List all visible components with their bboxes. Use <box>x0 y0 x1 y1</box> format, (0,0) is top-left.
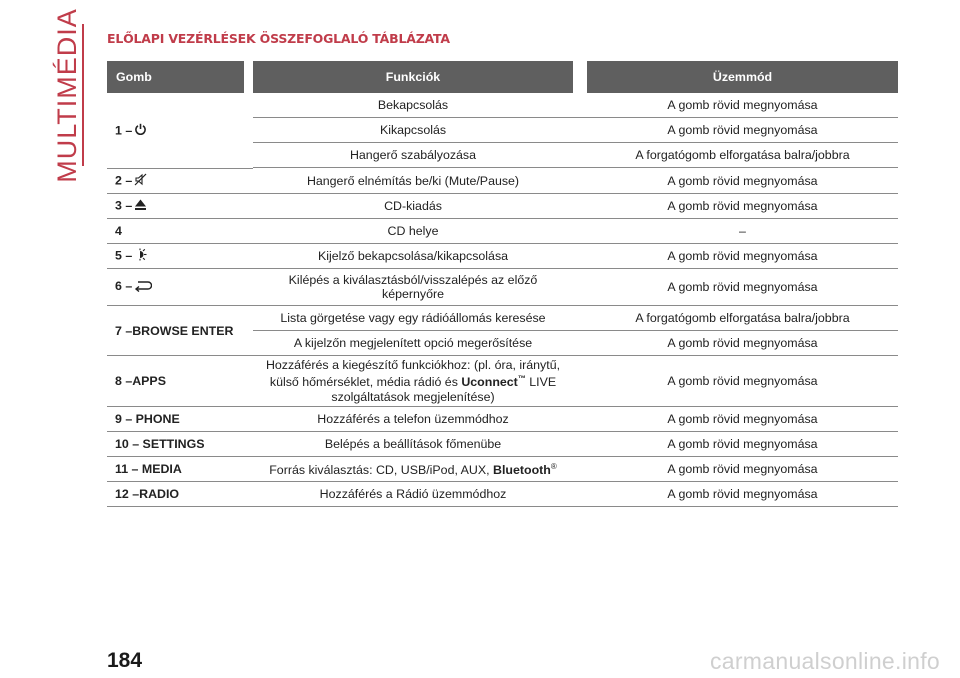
button-label: 1 – <box>115 122 133 137</box>
mode-cell: A gomb rövid megnyomása <box>587 482 898 507</box>
mode-cell: A gomb rövid megnyomása <box>587 118 898 143</box>
function-text: külső hőmérséklet, média rádió és <box>269 375 462 390</box>
section-title: ELŐLAPI VEZÉRLÉSEK ÖSSZEFOGLALÓ TÁBLÁZATA <box>107 31 450 46</box>
registered-symbol: ® <box>550 462 557 472</box>
button-cell: 9 – PHONE <box>107 407 244 432</box>
header-gap <box>244 61 253 93</box>
function-text: Forrás kiválasztás: CD, USB/iPod, AUX, <box>269 463 494 478</box>
gap-cell <box>573 168 587 194</box>
mode-cell: A forgatógomb elforgatása balra/jobbra <box>587 306 898 331</box>
button-cell <box>107 244 244 269</box>
button-cell: 4 <box>107 219 244 244</box>
gap-cell <box>573 93 587 118</box>
table-row <box>107 168 898 194</box>
function-cell: Hozzáférés a telefon üzemmódhoz <box>253 407 573 432</box>
eject-icon <box>134 198 147 214</box>
function-line: képernyőre <box>382 287 444 301</box>
button-cell <box>107 168 244 194</box>
button-label: 6 – <box>115 279 133 294</box>
table-row <box>107 457 898 482</box>
button-label: 5 – <box>115 248 133 263</box>
brand-bluetooth: Bluetooth <box>493 463 551 478</box>
table-row <box>107 482 898 507</box>
gap-cell <box>573 356 587 407</box>
function-cell: Hangerő szabályozása <box>253 143 573 168</box>
power-icon <box>134 123 147 139</box>
side-tab <box>51 7 82 183</box>
function-line: szolgáltatások megjelenítése) <box>331 389 495 404</box>
table-row <box>107 244 898 269</box>
table-row <box>107 407 898 432</box>
mode-cell: A gomb rövid megnyomása <box>587 432 898 457</box>
function-cell: Lista görgetése vagy egy rádióállomás keresése <box>253 306 573 331</box>
table-row <box>107 269 898 306</box>
gap-cell <box>244 432 253 457</box>
button-cell: 12 –RADIO <box>107 482 244 507</box>
function-cell <box>253 457 573 482</box>
function-cell: Hangerő elnémítás be/ki (Mute/Pause) <box>253 168 573 194</box>
back-icon <box>134 280 152 295</box>
table-row <box>107 356 898 407</box>
table-row <box>107 306 898 331</box>
side-tab-divider <box>82 24 84 166</box>
function-cell <box>253 356 573 407</box>
function-line: Kilépés a kiválasztásból/visszalépés az előző <box>288 273 538 287</box>
gap-cell <box>573 269 587 306</box>
mode-cell: A gomb rövid megnyomása <box>587 356 898 407</box>
gap-cell <box>573 306 587 331</box>
gap-cell <box>244 306 253 356</box>
button-cell: 7 –BROWSE ENTER <box>107 306 244 356</box>
display-icon <box>134 248 147 264</box>
button-cell: 8 –APPS <box>107 356 244 407</box>
gap-cell <box>573 194 587 219</box>
function-cell: Hozzáférés a Rádió üzemmódhoz <box>253 482 573 507</box>
gap-cell <box>573 407 587 432</box>
mode-cell: A gomb rövid megnyomása <box>587 269 898 306</box>
gap-cell <box>573 219 587 244</box>
function-cell: CD helye <box>253 219 573 244</box>
gap-cell <box>244 219 253 244</box>
button-cell <box>107 194 244 219</box>
mode-cell: A gomb rövid megnyomása <box>587 244 898 269</box>
mode-cell: A gomb rövid megnyomása <box>587 194 898 219</box>
page-number: 184 <box>107 649 143 672</box>
function-cell: CD-kiadás <box>253 194 573 219</box>
gap-cell <box>573 331 587 356</box>
gap-cell <box>573 143 587 168</box>
gap-cell <box>244 194 253 219</box>
button-label: 3 – <box>115 198 133 213</box>
gap-cell <box>573 244 587 269</box>
header-gap <box>573 61 587 93</box>
side-tab-label: MULTIMÉDIA <box>51 7 82 183</box>
button-label: 2 – <box>115 173 133 188</box>
function-line <box>257 372 569 389</box>
mode-cell: A gomb rövid megnyomása <box>587 93 898 118</box>
watermark: carmanualsonline.info <box>709 648 940 674</box>
mode-cell: A gomb rövid megnyomása <box>587 331 898 356</box>
function-cell: Belépés a beállítások főmenübe <box>253 432 573 457</box>
gap-cell <box>244 457 253 482</box>
button-cell <box>107 269 244 306</box>
header-gomb: Gomb <box>107 61 244 93</box>
function-cell: A kijelzőn megjelenített opció megerősítése <box>253 331 573 356</box>
function-cell: Bekapcsolás <box>253 93 573 118</box>
gap-cell <box>244 356 253 407</box>
function-cell: Kijelző bekapcsolása/kikapcsolása <box>253 244 573 269</box>
table-row <box>107 219 898 244</box>
mode-cell: A gomb rövid megnyomása <box>587 168 898 194</box>
button-cell <box>107 93 244 168</box>
function-cell <box>253 269 573 306</box>
function-text: LIVE <box>525 375 557 390</box>
gap-cell <box>244 482 253 507</box>
mode-cell: A forgatógomb elforgatása balra/jobbra <box>587 143 898 168</box>
header-uzemmod: Üzemmód <box>587 61 898 93</box>
button-cell: 10 – SETTINGS <box>107 432 244 457</box>
gap-cell <box>244 269 253 306</box>
mode-cell: – <box>587 219 898 244</box>
trademark-symbol: ™ <box>517 374 526 384</box>
table-row <box>107 93 898 118</box>
header-funkciok: Funkciók <box>253 61 573 93</box>
mode-cell: A gomb rövid megnyomása <box>587 457 898 482</box>
gap-cell <box>573 482 587 507</box>
gap-cell <box>244 407 253 432</box>
controls-table <box>107 61 898 507</box>
button-cell: 11 – MEDIA <box>107 457 244 482</box>
gap-cell <box>244 244 253 269</box>
function-cell: Kikapcsolás <box>253 118 573 143</box>
gap-cell <box>573 118 587 143</box>
mute-icon <box>134 173 147 189</box>
table-row <box>107 194 898 219</box>
mode-cell: A gomb rövid megnyomása <box>587 407 898 432</box>
table-row <box>107 432 898 457</box>
function-line: Hozzáférés a kiegészítő funkciókhoz: (pl. óra, iránytű, <box>265 358 561 373</box>
table-header-row <box>107 61 898 93</box>
gap-cell <box>573 432 587 457</box>
gap-cell <box>244 93 253 168</box>
gap-cell <box>573 457 587 482</box>
gap-cell <box>244 168 253 194</box>
brand-uconnect: Uconnect <box>461 375 518 390</box>
